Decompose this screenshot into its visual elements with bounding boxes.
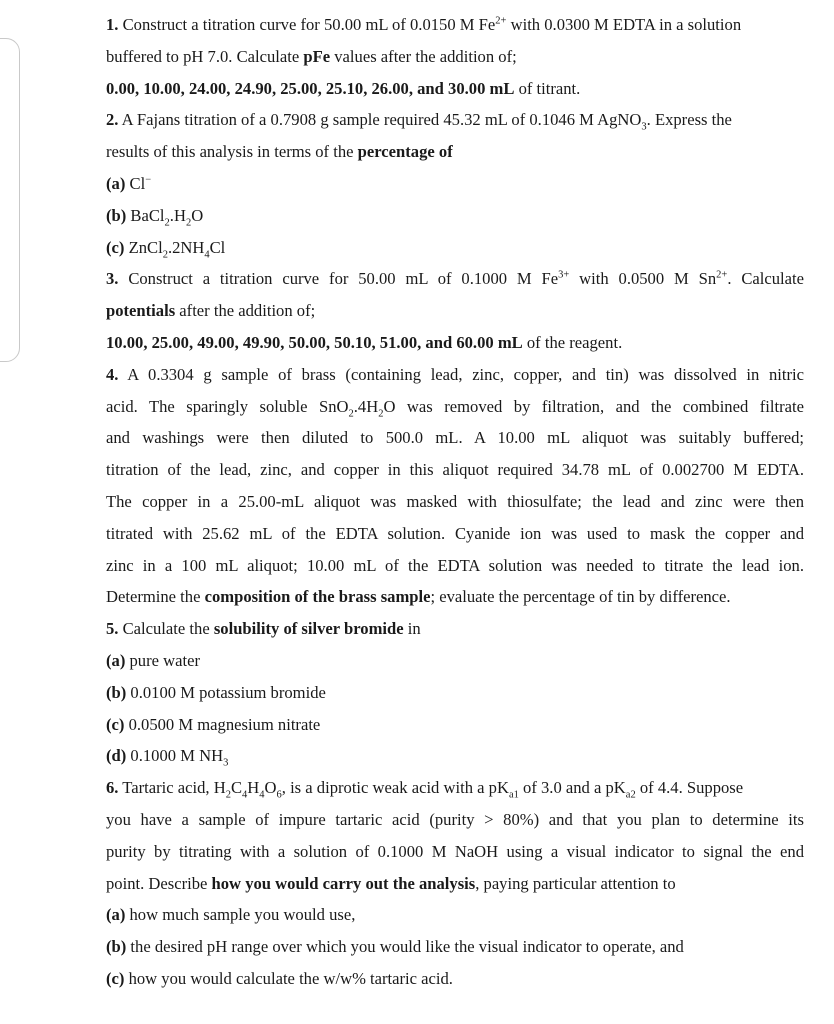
side-panel-handle[interactable] — [0, 38, 20, 362]
text-line — [106, 359, 804, 391]
text-run: buffered to pH 7.0. Calculate — [106, 46, 304, 66]
bold-text: 1. — [106, 15, 119, 34]
text-line — [106, 295, 804, 327]
text-run: , paying particular attention to — [475, 873, 676, 893]
text-run: Construct a titration curve for 50.00 mL of 0.1000 M Fe — [118, 269, 559, 289]
text-run: Cl — [209, 237, 226, 257]
text-run: with 0.0300 M EDTA in a solution — [506, 15, 742, 34]
text-run: with 0.0500 M Sn — [569, 269, 717, 289]
text-line — [106, 772, 804, 804]
bold-text: 3. — [106, 269, 119, 289]
subscript: 2 — [185, 217, 192, 229]
superscript: 2+ — [495, 15, 507, 27]
text-run: ; evaluate the percentage of tin by difference. — [430, 587, 731, 607]
text-run: of titrant. — [514, 78, 581, 98]
subscript: 4 — [259, 789, 265, 801]
bold-text: (a) — [106, 905, 126, 925]
bold-text: (a) — [106, 650, 126, 670]
subscript: 2 — [225, 789, 231, 801]
text-run: . Calculate — [727, 269, 804, 289]
bold-text: 6. — [106, 778, 119, 798]
text-run: of the reagent. — [522, 332, 623, 352]
text-line — [106, 963, 804, 995]
text-line — [106, 73, 804, 105]
text-run: .4H — [353, 396, 379, 416]
bold-text: percentage of — [357, 142, 453, 162]
text-run: purity by titrating with a solution of 0.1000 M NaOH using a visual indicator to signal the end — [106, 841, 804, 861]
text-run: H — [247, 778, 260, 798]
text-run: zinc in a 100 mL aliquot; 10.00 mL of the EDTA solution was needed to titrate the lead ion. — [106, 555, 804, 575]
subscript: 4 — [242, 789, 248, 801]
text-line — [106, 645, 804, 677]
text-run: in — [403, 619, 421, 639]
bold-text: (b) — [106, 205, 127, 225]
subscript: 3 — [641, 121, 647, 133]
bold-text: (b) — [106, 682, 127, 702]
text-run: and washings were then diluted to 500.0 mL. A 10.00 mL aliquot was suitably buffered; — [106, 428, 804, 448]
text-line — [106, 550, 804, 582]
text-run: A Fajans titration of a 0.7908 g sample required 45.32 mL of 0.1046 M AgNO — [118, 110, 642, 130]
text-run: The copper in a 25.00-mL aliquot was masked with thiosulfate; the lead and zinc were then — [106, 491, 804, 511]
subscript: 2 — [378, 407, 384, 419]
text-run: Determine the — [106, 587, 205, 607]
text-line — [106, 931, 804, 963]
bold-text: 5. — [106, 619, 119, 639]
subscript: 2 — [162, 248, 168, 260]
bold-text: solubility of silver bromide — [213, 619, 404, 639]
text-line — [106, 422, 804, 454]
bold-text: 2. — [106, 110, 119, 130]
text-run: Cl — [125, 173, 146, 193]
text-line — [106, 836, 804, 868]
text-line — [106, 677, 804, 709]
text-run: ZnCl — [124, 237, 163, 257]
subscript: 2 — [164, 217, 170, 229]
text-line — [106, 136, 804, 168]
text-run: C — [230, 778, 243, 798]
text-run: after the addition of; — [175, 301, 316, 321]
superscript: 3+ — [558, 269, 570, 281]
text-run: of 3.0 and a pK — [518, 778, 626, 798]
bold-text: 10.00, 25.00, 49.00, 49.90, 50.00, 50.10, 51.00, and 60.00 mL — [106, 332, 523, 352]
text-run: point. Describe — [106, 873, 212, 893]
text-run: . Express the — [646, 110, 732, 130]
text-line — [106, 518, 804, 550]
superscript: 2+ — [716, 269, 728, 281]
text-run: A 0.3304 g sample of brass (containing lead, zinc, copper, and tin) was dissolved in nitric — [118, 364, 804, 384]
bold-text: 0.00, 10.00, 24.00, 24.90, 25.00, 25.10, 26.00, and 30.00 mL — [106, 78, 515, 98]
text-line — [106, 168, 804, 200]
subscript: 3 — [223, 757, 229, 769]
text-line — [106, 804, 804, 836]
bold-text: (b) — [106, 937, 127, 957]
bold-text: composition of the brass sample — [204, 587, 431, 607]
bold-text: (c) — [106, 237, 125, 257]
text-run: acid. The sparingly soluble SnO — [106, 396, 349, 416]
bold-text: (c) — [106, 968, 125, 988]
bold-text: (c) — [106, 714, 125, 734]
text-run: O — [191, 205, 204, 225]
bold-text: how you would carry out the analysis — [211, 873, 476, 893]
text-run: how much sample you would use, — [125, 905, 356, 925]
text-line — [106, 709, 804, 741]
text-run: , is a diprotic weak acid with a pK — [281, 778, 509, 798]
text-line — [106, 454, 804, 486]
text-run: .H — [169, 205, 186, 225]
bold-text: (d) — [106, 746, 127, 766]
text-run: O — [264, 778, 277, 798]
subscript: 2 — [348, 407, 354, 419]
problem-set-document — [106, 9, 804, 995]
text-run: how you would calculate the w/w% tartaric acid. — [124, 968, 453, 988]
text-run: Calculate the — [118, 619, 214, 639]
bold-text: pFe — [303, 46, 331, 66]
text-line — [106, 868, 804, 900]
text-run: titration of the lead, zinc, and copper in this aliquot required 34.78 mL of 0.002700 M EDTA. — [106, 460, 804, 480]
text-run: of 4.4. Suppose — [635, 778, 744, 798]
text-run: O was removed by filtration, and the combined filtrate — [383, 396, 804, 416]
text-run: .2NH — [167, 237, 205, 257]
bold-text: (a) — [106, 173, 126, 193]
superscript: − — [145, 174, 152, 186]
text-run: 0.0100 M potassium bromide — [126, 682, 326, 702]
bold-text: 4. — [106, 364, 119, 384]
text-run: values after the addition of; — [330, 46, 517, 66]
text-run: 0.1000 M NH — [126, 746, 224, 766]
text-line — [106, 581, 804, 613]
text-run: results of this analysis in terms of the — [106, 142, 358, 162]
text-run: Construct a titration curve for 50.00 mL of 0.0150 M Fe — [118, 15, 496, 34]
text-line — [106, 104, 804, 136]
text-line — [106, 9, 804, 41]
text-run: titrated with 25.62 mL of the EDTA solution. Cyanide ion was used to mask the copper and — [106, 523, 804, 543]
subscript: a1 — [508, 789, 519, 801]
subscript: 6 — [276, 789, 282, 801]
text-line — [106, 486, 804, 518]
text-line — [106, 200, 804, 232]
text-run: BaCl — [126, 205, 165, 225]
text-line — [106, 740, 804, 772]
text-run: Tartaric acid, H — [118, 778, 226, 798]
text-line — [106, 613, 804, 645]
text-line — [106, 41, 804, 73]
text-run: the desired pH range over which you would like the visual indicator to operate, and — [126, 937, 684, 957]
text-run: you have a sample of impure tartaric acid (purity > 80%) and that you plan to determine its — [106, 809, 804, 829]
text-line — [106, 263, 804, 295]
text-run: pure water — [125, 650, 200, 670]
text-line — [106, 232, 804, 264]
text-run: 0.0500 M magnesium nitrate — [124, 714, 321, 734]
text-line — [106, 391, 804, 423]
subscript: 4 — [204, 248, 210, 260]
bold-text: potentials — [106, 301, 176, 321]
text-line — [106, 327, 804, 359]
text-line — [106, 899, 804, 931]
subscript: a2 — [625, 789, 636, 801]
